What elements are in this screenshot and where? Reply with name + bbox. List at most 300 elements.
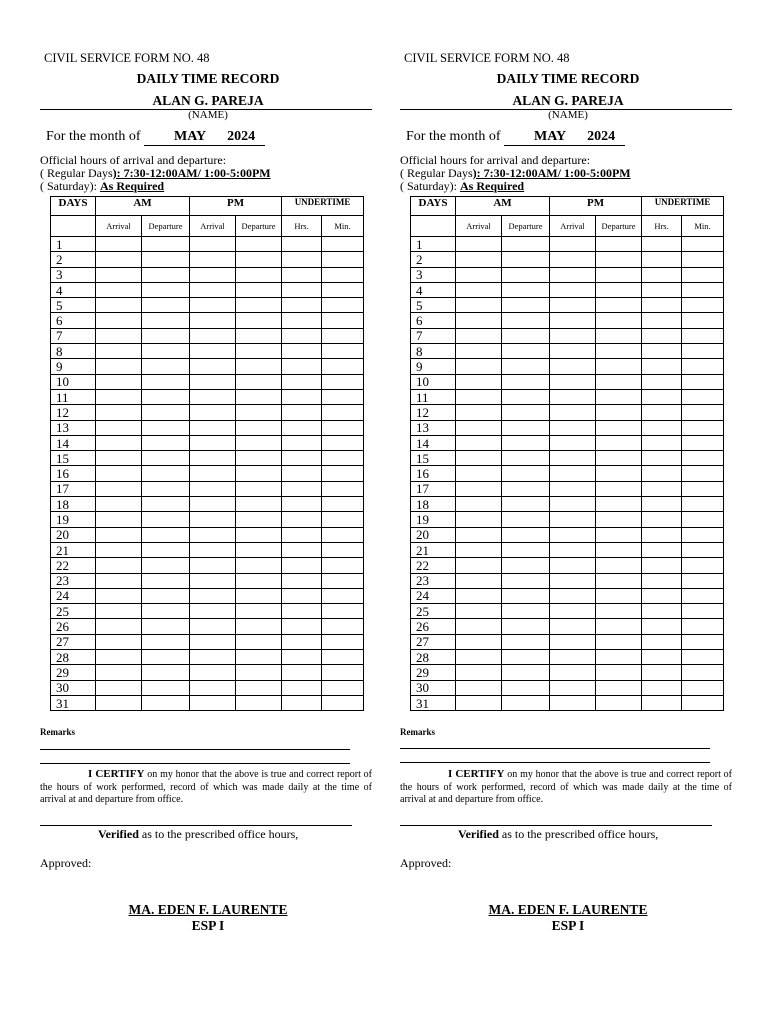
time-cell[interactable] bbox=[456, 512, 502, 527]
time-cell[interactable] bbox=[190, 252, 236, 267]
time-cell[interactable] bbox=[682, 328, 724, 343]
time-cell[interactable] bbox=[502, 267, 550, 282]
time-cell[interactable] bbox=[596, 619, 642, 634]
time-cell[interactable] bbox=[550, 282, 596, 297]
time-cell[interactable] bbox=[502, 374, 550, 389]
time-cell[interactable] bbox=[456, 405, 502, 420]
time-cell[interactable] bbox=[282, 665, 322, 680]
time-cell[interactable] bbox=[682, 497, 724, 512]
time-cell[interactable] bbox=[682, 665, 724, 680]
time-cell[interactable] bbox=[190, 359, 236, 374]
time-cell[interactable] bbox=[96, 267, 142, 282]
time-cell[interactable] bbox=[190, 344, 236, 359]
time-cell[interactable] bbox=[502, 665, 550, 680]
time-cell[interactable] bbox=[596, 344, 642, 359]
time-cell[interactable] bbox=[322, 374, 364, 389]
time-cell[interactable] bbox=[190, 282, 236, 297]
time-cell[interactable] bbox=[682, 405, 724, 420]
time-cell[interactable] bbox=[282, 420, 322, 435]
time-cell[interactable] bbox=[282, 573, 322, 588]
time-cell[interactable] bbox=[596, 389, 642, 404]
time-cell[interactable] bbox=[550, 604, 596, 619]
time-cell[interactable] bbox=[502, 680, 550, 695]
time-cell[interactable] bbox=[142, 374, 190, 389]
time-cell[interactable] bbox=[502, 466, 550, 481]
time-cell[interactable] bbox=[190, 451, 236, 466]
time-cell[interactable] bbox=[642, 451, 682, 466]
time-cell[interactable] bbox=[502, 634, 550, 649]
time-cell[interactable] bbox=[190, 542, 236, 557]
time-cell[interactable] bbox=[236, 573, 282, 588]
time-cell[interactable] bbox=[236, 634, 282, 649]
time-cell[interactable] bbox=[682, 634, 724, 649]
time-cell[interactable] bbox=[282, 252, 322, 267]
time-cell[interactable] bbox=[322, 680, 364, 695]
time-cell[interactable] bbox=[596, 481, 642, 496]
time-cell[interactable] bbox=[96, 542, 142, 557]
time-cell[interactable] bbox=[142, 389, 190, 404]
time-cell[interactable] bbox=[596, 298, 642, 313]
time-cell[interactable] bbox=[642, 420, 682, 435]
time-cell[interactable] bbox=[682, 512, 724, 527]
time-cell[interactable] bbox=[96, 405, 142, 420]
time-cell[interactable] bbox=[550, 313, 596, 328]
time-cell[interactable] bbox=[322, 466, 364, 481]
time-cell[interactable] bbox=[502, 695, 550, 710]
time-cell[interactable] bbox=[502, 313, 550, 328]
time-cell[interactable] bbox=[596, 237, 642, 252]
time-cell[interactable] bbox=[502, 558, 550, 573]
time-cell[interactable] bbox=[642, 313, 682, 328]
time-cell[interactable] bbox=[550, 542, 596, 557]
time-cell[interactable] bbox=[96, 466, 142, 481]
time-cell[interactable] bbox=[282, 359, 322, 374]
time-cell[interactable] bbox=[642, 237, 682, 252]
time-cell[interactable] bbox=[96, 680, 142, 695]
time-cell[interactable] bbox=[456, 466, 502, 481]
time-cell[interactable] bbox=[596, 588, 642, 603]
time-cell[interactable] bbox=[236, 604, 282, 619]
time-cell[interactable] bbox=[282, 237, 322, 252]
time-cell[interactable] bbox=[682, 604, 724, 619]
time-cell[interactable] bbox=[282, 282, 322, 297]
time-cell[interactable] bbox=[282, 619, 322, 634]
time-cell[interactable] bbox=[142, 252, 190, 267]
time-cell[interactable] bbox=[502, 481, 550, 496]
time-cell[interactable] bbox=[142, 282, 190, 297]
time-cell[interactable] bbox=[322, 650, 364, 665]
time-cell[interactable] bbox=[96, 558, 142, 573]
time-cell[interactable] bbox=[96, 282, 142, 297]
time-cell[interactable] bbox=[96, 420, 142, 435]
time-cell[interactable] bbox=[596, 466, 642, 481]
time-cell[interactable] bbox=[456, 374, 502, 389]
time-cell[interactable] bbox=[282, 267, 322, 282]
time-cell[interactable] bbox=[682, 313, 724, 328]
time-cell[interactable] bbox=[550, 267, 596, 282]
time-cell[interactable] bbox=[550, 344, 596, 359]
time-cell[interactable] bbox=[282, 344, 322, 359]
time-cell[interactable] bbox=[96, 619, 142, 634]
time-cell[interactable] bbox=[282, 542, 322, 557]
time-cell[interactable] bbox=[642, 466, 682, 481]
time-cell[interactable] bbox=[322, 344, 364, 359]
time-cell[interactable] bbox=[596, 650, 642, 665]
time-cell[interactable] bbox=[456, 542, 502, 557]
time-cell[interactable] bbox=[642, 328, 682, 343]
time-cell[interactable] bbox=[502, 435, 550, 450]
time-cell[interactable] bbox=[190, 527, 236, 542]
time-cell[interactable] bbox=[502, 359, 550, 374]
time-cell[interactable] bbox=[596, 374, 642, 389]
time-cell[interactable] bbox=[456, 680, 502, 695]
time-cell[interactable] bbox=[282, 313, 322, 328]
time-cell[interactable] bbox=[642, 389, 682, 404]
time-cell[interactable] bbox=[190, 466, 236, 481]
time-cell[interactable] bbox=[96, 512, 142, 527]
time-cell[interactable] bbox=[682, 359, 724, 374]
time-cell[interactable] bbox=[142, 435, 190, 450]
time-cell[interactable] bbox=[596, 435, 642, 450]
time-cell[interactable] bbox=[456, 237, 502, 252]
time-cell[interactable] bbox=[190, 237, 236, 252]
time-cell[interactable] bbox=[550, 665, 596, 680]
time-cell[interactable] bbox=[96, 359, 142, 374]
time-cell[interactable] bbox=[236, 282, 282, 297]
time-cell[interactable] bbox=[502, 405, 550, 420]
time-cell[interactable] bbox=[96, 328, 142, 343]
time-cell[interactable] bbox=[96, 435, 142, 450]
time-cell[interactable] bbox=[142, 512, 190, 527]
time-cell[interactable] bbox=[550, 558, 596, 573]
time-cell[interactable] bbox=[322, 313, 364, 328]
time-cell[interactable] bbox=[502, 604, 550, 619]
time-cell[interactable] bbox=[190, 497, 236, 512]
time-cell[interactable] bbox=[96, 451, 142, 466]
time-cell[interactable] bbox=[456, 451, 502, 466]
time-cell[interactable] bbox=[456, 558, 502, 573]
time-cell[interactable] bbox=[502, 512, 550, 527]
time-cell[interactable] bbox=[96, 650, 142, 665]
time-cell[interactable] bbox=[502, 389, 550, 404]
time-cell[interactable] bbox=[190, 619, 236, 634]
time-cell[interactable] bbox=[96, 237, 142, 252]
time-cell[interactable] bbox=[96, 344, 142, 359]
time-cell[interactable] bbox=[550, 435, 596, 450]
time-cell[interactable] bbox=[190, 435, 236, 450]
time-cell[interactable] bbox=[236, 497, 282, 512]
time-cell[interactable] bbox=[456, 389, 502, 404]
time-cell[interactable] bbox=[550, 420, 596, 435]
time-cell[interactable] bbox=[502, 619, 550, 634]
time-cell[interactable] bbox=[456, 420, 502, 435]
time-cell[interactable] bbox=[596, 267, 642, 282]
time-cell[interactable] bbox=[142, 344, 190, 359]
time-cell[interactable] bbox=[142, 542, 190, 557]
time-cell[interactable] bbox=[596, 558, 642, 573]
time-cell[interactable] bbox=[142, 558, 190, 573]
time-cell[interactable] bbox=[96, 665, 142, 680]
time-cell[interactable] bbox=[550, 680, 596, 695]
time-cell[interactable] bbox=[456, 619, 502, 634]
time-cell[interactable] bbox=[322, 237, 364, 252]
time-cell[interactable] bbox=[142, 237, 190, 252]
time-cell[interactable] bbox=[322, 604, 364, 619]
time-cell[interactable] bbox=[642, 665, 682, 680]
time-cell[interactable] bbox=[190, 650, 236, 665]
time-cell[interactable] bbox=[502, 237, 550, 252]
time-cell[interactable] bbox=[642, 573, 682, 588]
time-cell[interactable] bbox=[322, 481, 364, 496]
time-cell[interactable] bbox=[550, 298, 596, 313]
time-cell[interactable] bbox=[322, 389, 364, 404]
time-cell[interactable] bbox=[322, 420, 364, 435]
time-cell[interactable] bbox=[236, 542, 282, 557]
time-cell[interactable] bbox=[456, 435, 502, 450]
time-cell[interactable] bbox=[456, 650, 502, 665]
time-cell[interactable] bbox=[550, 588, 596, 603]
time-cell[interactable] bbox=[96, 389, 142, 404]
time-cell[interactable] bbox=[456, 328, 502, 343]
time-cell[interactable] bbox=[282, 680, 322, 695]
time-cell[interactable] bbox=[142, 328, 190, 343]
time-cell[interactable] bbox=[322, 695, 364, 710]
time-cell[interactable] bbox=[642, 558, 682, 573]
time-cell[interactable] bbox=[642, 298, 682, 313]
time-cell[interactable] bbox=[96, 252, 142, 267]
time-cell[interactable] bbox=[142, 527, 190, 542]
time-cell[interactable] bbox=[596, 282, 642, 297]
time-cell[interactable] bbox=[502, 252, 550, 267]
time-cell[interactable] bbox=[642, 527, 682, 542]
time-cell[interactable] bbox=[682, 527, 724, 542]
time-cell[interactable] bbox=[682, 252, 724, 267]
time-cell[interactable] bbox=[190, 604, 236, 619]
time-cell[interactable] bbox=[96, 695, 142, 710]
time-cell[interactable] bbox=[282, 374, 322, 389]
time-cell[interactable] bbox=[456, 588, 502, 603]
time-cell[interactable] bbox=[96, 527, 142, 542]
time-cell[interactable] bbox=[322, 512, 364, 527]
time-cell[interactable] bbox=[282, 634, 322, 649]
time-cell[interactable] bbox=[142, 695, 190, 710]
time-cell[interactable] bbox=[682, 619, 724, 634]
time-cell[interactable] bbox=[502, 344, 550, 359]
time-cell[interactable] bbox=[682, 237, 724, 252]
time-cell[interactable] bbox=[596, 665, 642, 680]
time-cell[interactable] bbox=[282, 588, 322, 603]
time-cell[interactable] bbox=[190, 328, 236, 343]
time-cell[interactable] bbox=[596, 634, 642, 649]
time-cell[interactable] bbox=[322, 435, 364, 450]
time-cell[interactable] bbox=[236, 481, 282, 496]
time-cell[interactable] bbox=[236, 527, 282, 542]
time-cell[interactable] bbox=[682, 588, 724, 603]
time-cell[interactable] bbox=[550, 650, 596, 665]
time-cell[interactable] bbox=[236, 588, 282, 603]
time-cell[interactable] bbox=[596, 405, 642, 420]
time-cell[interactable] bbox=[502, 650, 550, 665]
time-cell[interactable] bbox=[550, 497, 596, 512]
time-cell[interactable] bbox=[682, 680, 724, 695]
time-cell[interactable] bbox=[642, 695, 682, 710]
time-cell[interactable] bbox=[282, 527, 322, 542]
time-cell[interactable] bbox=[322, 282, 364, 297]
time-cell[interactable] bbox=[550, 695, 596, 710]
time-cell[interactable] bbox=[642, 604, 682, 619]
time-cell[interactable] bbox=[96, 604, 142, 619]
time-cell[interactable] bbox=[236, 252, 282, 267]
time-cell[interactable] bbox=[596, 313, 642, 328]
time-cell[interactable] bbox=[456, 573, 502, 588]
time-cell[interactable] bbox=[322, 542, 364, 557]
time-cell[interactable] bbox=[682, 435, 724, 450]
time-cell[interactable] bbox=[190, 298, 236, 313]
time-cell[interactable] bbox=[682, 282, 724, 297]
time-cell[interactable] bbox=[190, 665, 236, 680]
time-cell[interactable] bbox=[642, 497, 682, 512]
time-cell[interactable] bbox=[456, 634, 502, 649]
time-cell[interactable] bbox=[642, 405, 682, 420]
time-cell[interactable] bbox=[502, 588, 550, 603]
time-cell[interactable] bbox=[456, 344, 502, 359]
time-cell[interactable] bbox=[190, 695, 236, 710]
time-cell[interactable] bbox=[142, 420, 190, 435]
time-cell[interactable] bbox=[190, 634, 236, 649]
time-cell[interactable] bbox=[236, 665, 282, 680]
time-cell[interactable] bbox=[96, 573, 142, 588]
time-cell[interactable] bbox=[642, 267, 682, 282]
time-cell[interactable] bbox=[456, 695, 502, 710]
time-cell[interactable] bbox=[282, 695, 322, 710]
time-cell[interactable] bbox=[322, 619, 364, 634]
time-cell[interactable] bbox=[190, 374, 236, 389]
time-cell[interactable] bbox=[236, 680, 282, 695]
time-cell[interactable] bbox=[190, 680, 236, 695]
time-cell[interactable] bbox=[682, 298, 724, 313]
time-cell[interactable] bbox=[642, 634, 682, 649]
time-cell[interactable] bbox=[236, 451, 282, 466]
time-cell[interactable] bbox=[282, 298, 322, 313]
time-cell[interactable] bbox=[456, 298, 502, 313]
time-cell[interactable] bbox=[282, 512, 322, 527]
time-cell[interactable] bbox=[682, 573, 724, 588]
time-cell[interactable] bbox=[96, 298, 142, 313]
time-cell[interactable] bbox=[236, 558, 282, 573]
time-cell[interactable] bbox=[142, 634, 190, 649]
time-cell[interactable] bbox=[322, 451, 364, 466]
time-cell[interactable] bbox=[236, 313, 282, 328]
time-cell[interactable] bbox=[96, 313, 142, 328]
time-cell[interactable] bbox=[642, 588, 682, 603]
time-cell[interactable] bbox=[190, 405, 236, 420]
time-cell[interactable] bbox=[642, 282, 682, 297]
time-cell[interactable] bbox=[236, 435, 282, 450]
time-cell[interactable] bbox=[642, 542, 682, 557]
time-cell[interactable] bbox=[550, 451, 596, 466]
time-cell[interactable] bbox=[596, 359, 642, 374]
time-cell[interactable] bbox=[142, 680, 190, 695]
time-cell[interactable] bbox=[682, 650, 724, 665]
time-cell[interactable] bbox=[682, 267, 724, 282]
time-cell[interactable] bbox=[642, 435, 682, 450]
time-cell[interactable] bbox=[142, 650, 190, 665]
time-cell[interactable] bbox=[282, 604, 322, 619]
time-cell[interactable] bbox=[682, 695, 724, 710]
time-cell[interactable] bbox=[596, 252, 642, 267]
time-cell[interactable] bbox=[682, 481, 724, 496]
time-cell[interactable] bbox=[642, 650, 682, 665]
time-cell[interactable] bbox=[322, 267, 364, 282]
time-cell[interactable] bbox=[596, 512, 642, 527]
time-cell[interactable] bbox=[550, 619, 596, 634]
time-cell[interactable] bbox=[236, 405, 282, 420]
time-cell[interactable] bbox=[642, 359, 682, 374]
time-cell[interactable] bbox=[596, 527, 642, 542]
time-cell[interactable] bbox=[236, 512, 282, 527]
time-cell[interactable] bbox=[596, 604, 642, 619]
time-cell[interactable] bbox=[322, 558, 364, 573]
time-cell[interactable] bbox=[456, 604, 502, 619]
time-cell[interactable] bbox=[236, 466, 282, 481]
time-cell[interactable] bbox=[322, 359, 364, 374]
time-cell[interactable] bbox=[142, 466, 190, 481]
time-cell[interactable] bbox=[236, 695, 282, 710]
time-cell[interactable] bbox=[642, 619, 682, 634]
time-cell[interactable] bbox=[596, 420, 642, 435]
time-cell[interactable] bbox=[282, 558, 322, 573]
time-cell[interactable] bbox=[456, 282, 502, 297]
time-cell[interactable] bbox=[322, 588, 364, 603]
time-cell[interactable] bbox=[502, 542, 550, 557]
time-cell[interactable] bbox=[682, 420, 724, 435]
time-cell[interactable] bbox=[550, 634, 596, 649]
time-cell[interactable] bbox=[682, 542, 724, 557]
time-cell[interactable] bbox=[190, 558, 236, 573]
time-cell[interactable] bbox=[142, 313, 190, 328]
time-cell[interactable] bbox=[190, 313, 236, 328]
time-cell[interactable] bbox=[282, 328, 322, 343]
time-cell[interactable] bbox=[682, 451, 724, 466]
time-cell[interactable] bbox=[682, 558, 724, 573]
time-cell[interactable] bbox=[596, 680, 642, 695]
time-cell[interactable] bbox=[322, 497, 364, 512]
time-cell[interactable] bbox=[190, 267, 236, 282]
time-cell[interactable] bbox=[236, 237, 282, 252]
time-cell[interactable] bbox=[550, 374, 596, 389]
time-cell[interactable] bbox=[282, 405, 322, 420]
time-cell[interactable] bbox=[96, 497, 142, 512]
time-cell[interactable] bbox=[550, 573, 596, 588]
time-cell[interactable] bbox=[142, 451, 190, 466]
time-cell[interactable] bbox=[596, 573, 642, 588]
time-cell[interactable] bbox=[236, 374, 282, 389]
time-cell[interactable] bbox=[322, 328, 364, 343]
time-cell[interactable] bbox=[142, 481, 190, 496]
time-cell[interactable] bbox=[502, 527, 550, 542]
time-cell[interactable] bbox=[190, 420, 236, 435]
time-cell[interactable] bbox=[236, 619, 282, 634]
time-cell[interactable] bbox=[550, 359, 596, 374]
time-cell[interactable] bbox=[142, 405, 190, 420]
time-cell[interactable] bbox=[682, 389, 724, 404]
time-cell[interactable] bbox=[142, 588, 190, 603]
time-cell[interactable] bbox=[456, 267, 502, 282]
time-cell[interactable] bbox=[550, 512, 596, 527]
time-cell[interactable] bbox=[190, 481, 236, 496]
time-cell[interactable] bbox=[322, 405, 364, 420]
time-cell[interactable] bbox=[502, 497, 550, 512]
